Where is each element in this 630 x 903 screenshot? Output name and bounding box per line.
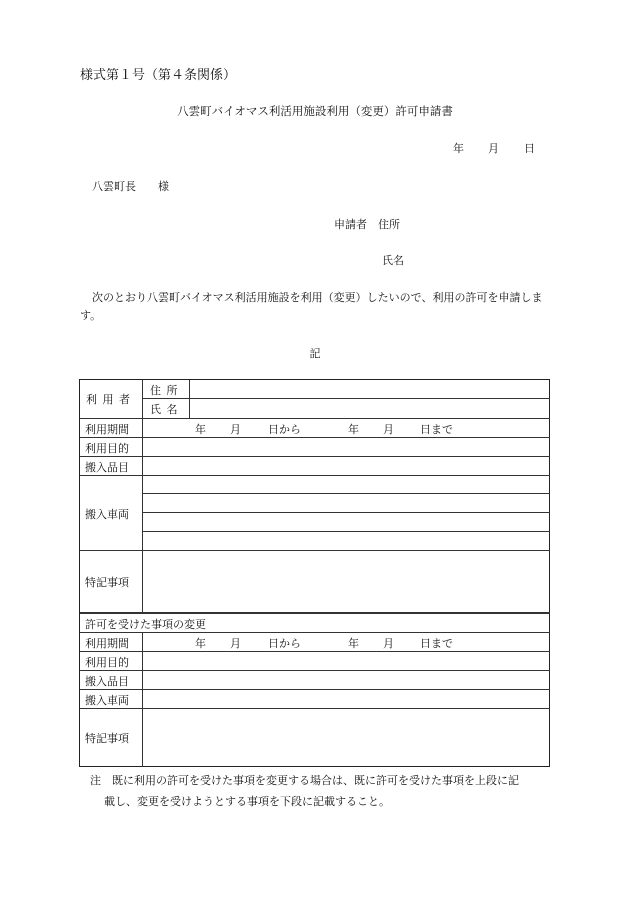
change-section-label: 許可を受けた事項の変更 (85, 618, 206, 631)
change-vehicles-label: 搬入車両 (85, 694, 129, 707)
date-year: 年 (453, 142, 464, 155)
date-month: 月 (488, 142, 499, 155)
vehicles-label: 搬入車両 (85, 508, 129, 521)
notes-label: 特記事項 (85, 576, 129, 589)
footnote-line-1: 注 既に利用の許可を受けた事項を変更する場合は、既に許可を受けた事項を上段に記 (90, 774, 519, 787)
change-period-label: 利用期間 (85, 637, 129, 650)
applicant-name-label: 氏名 (382, 254, 404, 267)
change-period-until: 日まで (420, 637, 453, 650)
ki-label: 記 (309, 347, 321, 360)
change-period-month-1: 月 (230, 637, 241, 650)
date-day: 日 (524, 142, 535, 155)
change-period-from: 日から (268, 637, 301, 650)
form-number: 様式第１号（第４条関係） (80, 68, 237, 83)
body-text: 次のとおり八雲町バイオマス利活用施設を利用（変更）したいので、利用の許可を申請します。 (80, 291, 543, 322)
change-period-year-2: 年 (348, 637, 359, 650)
application-table (79, 379, 550, 767)
applicant-address-label: 申請者 住所 (334, 218, 400, 231)
form-title: 八雲町バイオマス利活用施設利用（変更）許可申請書 (177, 104, 453, 118)
change-period-month-2: 月 (383, 637, 394, 650)
addressee: 八雲町長 様 (92, 180, 169, 193)
change-period-year-1: 年 (195, 637, 206, 650)
address-label: 住 所 (150, 384, 179, 397)
period-until: 日まで (420, 423, 453, 436)
name-label: 氏 名 (150, 403, 179, 416)
period-from: 日から (268, 423, 301, 436)
period-month-1: 月 (230, 423, 241, 436)
change-items-label: 搬入品目 (85, 675, 129, 688)
change-purpose-label: 利用目的 (85, 656, 129, 669)
user-label: 利 用 者 (86, 393, 131, 406)
period-year-1: 年 (195, 423, 206, 436)
period-month-2: 月 (383, 423, 394, 436)
change-notes-label: 特記事項 (85, 732, 129, 745)
footnote-line-2: 載し、変更を受けようとする事項を下段に記載すること。 (104, 795, 390, 808)
footnote (90, 770, 560, 812)
purpose-label: 利用目的 (85, 442, 129, 455)
period-year-2: 年 (348, 423, 359, 436)
items-label: 搬入品目 (85, 461, 129, 474)
period-label: 利用期間 (85, 423, 129, 436)
